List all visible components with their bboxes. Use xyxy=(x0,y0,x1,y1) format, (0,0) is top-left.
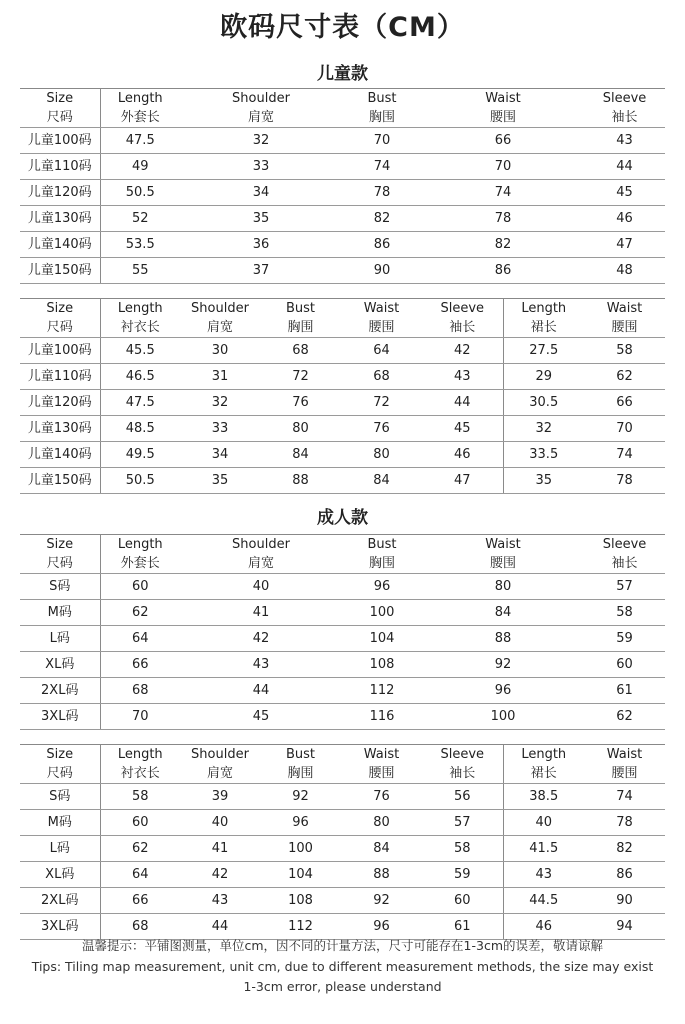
size-label: M码 xyxy=(20,600,100,626)
size-label: 3XL码 xyxy=(20,914,100,940)
table-cell: 34 xyxy=(180,442,260,468)
table-row xyxy=(20,626,665,652)
size-label: XL码 xyxy=(20,652,100,678)
size-label: 儿童100码 xyxy=(20,338,100,364)
header-size-cn: 尺码 xyxy=(20,554,100,574)
header-waist: Waist xyxy=(341,745,422,765)
table-cell: 96 xyxy=(260,810,341,836)
table-cell: 84 xyxy=(260,442,341,468)
size-label: S码 xyxy=(20,784,100,810)
size-label: XL码 xyxy=(20,862,100,888)
table-cell: 68 xyxy=(100,678,180,704)
size-label: 儿童100码 xyxy=(20,128,100,154)
table-cell: 40 xyxy=(503,810,584,836)
table-cell: 66 xyxy=(100,888,180,914)
table-row xyxy=(20,574,665,600)
adult-shirt-table xyxy=(20,744,665,940)
table-cell: 33.5 xyxy=(503,442,584,468)
table-cell: 59 xyxy=(584,626,665,652)
table-cell: 64 xyxy=(341,338,422,364)
table-cell: 44 xyxy=(584,154,665,180)
table-cell: 90 xyxy=(342,258,422,284)
table-cell: 35 xyxy=(180,206,342,232)
table-cell: 86 xyxy=(422,258,584,284)
table-cell: 66 xyxy=(422,128,584,154)
table-cell: 86 xyxy=(342,232,422,258)
tips-en-line1: Tips: Tiling map measurement, unit cm, due to different measurement methods, the size may exist xyxy=(31,959,654,974)
table-cell: 56 xyxy=(422,784,503,810)
header-waist-cn: 腰围 xyxy=(422,554,584,574)
header-bust: Bust xyxy=(342,535,422,555)
header-skirt-length: Length xyxy=(503,299,584,319)
header-bust-cn: 胸围 xyxy=(342,108,422,128)
kids-coat-table xyxy=(20,88,665,284)
table-cell: 60 xyxy=(584,652,665,678)
table-cell: 84 xyxy=(422,600,584,626)
table-cell: 82 xyxy=(422,232,584,258)
table-cell: 39 xyxy=(180,784,260,810)
table-cell: 70 xyxy=(342,128,422,154)
adult-coat-table xyxy=(20,534,665,730)
size-label: 3XL码 xyxy=(20,704,100,730)
header-row-cn xyxy=(20,554,665,574)
table-cell: 32 xyxy=(180,390,260,416)
table-cell: 76 xyxy=(341,416,422,442)
table-row xyxy=(20,416,665,442)
header-shoulder-cn: 肩宽 xyxy=(180,108,342,128)
table-cell: 57 xyxy=(584,574,665,600)
header-shoulder-cn: 肩宽 xyxy=(180,318,260,338)
size-label: 儿童110码 xyxy=(20,364,100,390)
header-size-cn: 尺码 xyxy=(20,764,100,784)
size-label: 儿童150码 xyxy=(20,258,100,284)
table-cell: 40 xyxy=(180,810,260,836)
table-cell: 92 xyxy=(260,784,341,810)
header-bust-cn: 胸围 xyxy=(260,764,341,784)
table-cell: 43 xyxy=(180,652,342,678)
header-skirt-length-cn: 裙长 xyxy=(503,764,584,784)
table-cell: 104 xyxy=(260,862,341,888)
table-cell: 78 xyxy=(584,810,665,836)
table-cell: 108 xyxy=(260,888,341,914)
header-size: Size xyxy=(20,535,100,555)
size-label: L码 xyxy=(20,626,100,652)
header-length: Length xyxy=(100,89,180,109)
table-cell: 84 xyxy=(341,836,422,862)
header-sleeve-cn: 袖长 xyxy=(584,108,665,128)
header-bust: Bust xyxy=(260,299,341,319)
table-cell: 112 xyxy=(260,914,341,940)
header-bust-cn: 胸围 xyxy=(260,318,341,338)
header-shoulder: Shoulder xyxy=(180,535,342,555)
table-cell: 76 xyxy=(341,784,422,810)
table-cell: 44 xyxy=(180,678,342,704)
table-cell: 96 xyxy=(342,574,422,600)
table-cell: 50.5 xyxy=(100,180,180,206)
table-cell: 80 xyxy=(422,574,584,600)
size-label: 儿童110码 xyxy=(20,154,100,180)
table-cell: 66 xyxy=(100,652,180,678)
table-cell: 45 xyxy=(422,416,503,442)
size-label: M码 xyxy=(20,810,100,836)
table-cell: 100 xyxy=(342,600,422,626)
table-cell: 31 xyxy=(180,364,260,390)
table-cell: 43 xyxy=(584,128,665,154)
header-row xyxy=(20,299,665,319)
header-sleeve: Sleeve xyxy=(422,299,503,319)
header-row xyxy=(20,745,665,765)
table-row xyxy=(20,154,665,180)
table-cell: 47 xyxy=(422,468,503,494)
table-cell: 94 xyxy=(584,914,665,940)
header-waist: Waist xyxy=(422,89,584,109)
header-shoulder: Shoulder xyxy=(180,299,260,319)
size-label: S码 xyxy=(20,574,100,600)
table-cell: 66 xyxy=(584,390,665,416)
table-cell: 50.5 xyxy=(100,468,180,494)
table-cell: 58 xyxy=(422,836,503,862)
table-row xyxy=(20,784,665,810)
table-cell: 47.5 xyxy=(100,390,180,416)
table-row xyxy=(20,468,665,494)
tips-cn: 温馨提示：平铺图测量，单位cm，因不同的计量方法，尺寸可能存在1-3cm的误差，敬请谅解 xyxy=(81,938,604,953)
table-cell: 100 xyxy=(260,836,341,862)
table-cell: 30 xyxy=(180,338,260,364)
table-cell: 74 xyxy=(422,180,584,206)
header-skirt-waist-cn: 腰围 xyxy=(584,764,665,784)
table-cell: 43 xyxy=(503,862,584,888)
table-cell: 55 xyxy=(100,258,180,284)
table-cell: 48 xyxy=(584,258,665,284)
table-cell: 92 xyxy=(341,888,422,914)
table-cell: 36 xyxy=(180,232,342,258)
table-row xyxy=(20,206,665,232)
table-row xyxy=(20,810,665,836)
table-cell: 62 xyxy=(584,704,665,730)
table-cell: 37 xyxy=(180,258,342,284)
size-label: 儿童140码 xyxy=(20,442,100,468)
section-title-adult: 成人款 xyxy=(317,508,368,528)
table-cell: 78 xyxy=(584,468,665,494)
table-cell: 92 xyxy=(422,652,584,678)
table-row xyxy=(20,128,665,154)
size-label: L码 xyxy=(20,836,100,862)
table-cell: 64 xyxy=(100,862,180,888)
table-cell: 74 xyxy=(342,154,422,180)
header-shoulder-cn: 肩宽 xyxy=(180,554,342,574)
header-skirt-length: Length xyxy=(503,745,584,765)
table-cell: 41 xyxy=(180,836,260,862)
size-label: 儿童140码 xyxy=(20,232,100,258)
header-size: Size xyxy=(20,745,100,765)
table-cell: 64 xyxy=(100,626,180,652)
table-cell: 45 xyxy=(584,180,665,206)
table-cell: 30.5 xyxy=(503,390,584,416)
header-row-cn xyxy=(20,108,665,128)
kids-shirt-table xyxy=(20,298,665,494)
header-size-cn: 尺码 xyxy=(20,318,100,338)
table-cell: 60 xyxy=(100,810,180,836)
table-cell: 45 xyxy=(180,704,342,730)
header-size-cn: 尺码 xyxy=(20,108,100,128)
table-cell: 52 xyxy=(100,206,180,232)
table-cell: 42 xyxy=(180,626,342,652)
table-cell: 42 xyxy=(422,338,503,364)
table-cell: 47.5 xyxy=(100,128,180,154)
table-cell: 33 xyxy=(180,416,260,442)
table-cell: 96 xyxy=(422,678,584,704)
header-sleeve-cn: 袖长 xyxy=(422,764,503,784)
size-label: 儿童130码 xyxy=(20,416,100,442)
table-cell: 108 xyxy=(342,652,422,678)
table-row xyxy=(20,704,665,730)
table-cell: 60 xyxy=(100,574,180,600)
table-cell: 33 xyxy=(180,154,342,180)
table-cell: 27.5 xyxy=(503,338,584,364)
page-title: 欧码尺寸表（CM） xyxy=(220,12,465,43)
table-cell: 61 xyxy=(422,914,503,940)
table-cell: 46.5 xyxy=(100,364,180,390)
table-cell: 43 xyxy=(180,888,260,914)
table-cell: 74 xyxy=(584,784,665,810)
header-shoulder: Shoulder xyxy=(180,745,260,765)
table-cell: 41.5 xyxy=(503,836,584,862)
table-row xyxy=(20,258,665,284)
header-bust: Bust xyxy=(342,89,422,109)
size-label: 儿童150码 xyxy=(20,468,100,494)
header-sleeve-cn: 袖长 xyxy=(422,318,503,338)
table-cell: 68 xyxy=(100,914,180,940)
table-cell: 34 xyxy=(180,180,342,206)
table-row xyxy=(20,862,665,888)
table-cell: 68 xyxy=(260,338,341,364)
table-cell: 86 xyxy=(584,862,665,888)
header-waist-cn: 腰围 xyxy=(341,764,422,784)
table-row xyxy=(20,180,665,206)
table-cell: 46 xyxy=(503,914,584,940)
header-length-cn: 衬衣长 xyxy=(100,318,180,338)
table-cell: 44 xyxy=(180,914,260,940)
table-cell: 70 xyxy=(100,704,180,730)
header-sleeve: Sleeve xyxy=(584,535,665,555)
table-cell: 35 xyxy=(503,468,584,494)
header-bust-cn: 胸围 xyxy=(342,554,422,574)
table-cell: 116 xyxy=(342,704,422,730)
table-cell: 40 xyxy=(180,574,342,600)
table-cell: 45.5 xyxy=(100,338,180,364)
table-cell: 46 xyxy=(584,206,665,232)
table-cell: 49 xyxy=(100,154,180,180)
table-cell: 32 xyxy=(180,128,342,154)
table-row xyxy=(20,364,665,390)
header-length-cn: 外套长 xyxy=(100,554,180,574)
header-length: Length xyxy=(100,745,180,765)
table-cell: 57 xyxy=(422,810,503,836)
header-size: Size xyxy=(20,299,100,319)
table-cell: 72 xyxy=(260,364,341,390)
table-cell: 41 xyxy=(180,600,342,626)
table-cell: 58 xyxy=(584,600,665,626)
table-cell: 58 xyxy=(584,338,665,364)
table-row xyxy=(20,652,665,678)
header-skirt-waist: Waist xyxy=(584,299,665,319)
table-row xyxy=(20,390,665,416)
table-cell: 38.5 xyxy=(503,784,584,810)
table-cell: 90 xyxy=(584,888,665,914)
header-skirt-length-cn: 裙长 xyxy=(503,318,584,338)
size-label: 儿童120码 xyxy=(20,180,100,206)
table-row xyxy=(20,888,665,914)
table-cell: 46 xyxy=(422,442,503,468)
table-cell: 62 xyxy=(100,836,180,862)
table-row xyxy=(20,338,665,364)
table-cell: 80 xyxy=(341,810,422,836)
table-cell: 70 xyxy=(422,154,584,180)
table-cell: 44 xyxy=(422,390,503,416)
size-label: 2XL码 xyxy=(20,678,100,704)
header-bust: Bust xyxy=(260,745,341,765)
table-cell: 84 xyxy=(341,468,422,494)
table-cell: 62 xyxy=(100,600,180,626)
header-shoulder: Shoulder xyxy=(180,89,342,109)
table-cell: 42 xyxy=(180,862,260,888)
table-cell: 68 xyxy=(341,364,422,390)
header-skirt-waist-cn: 腰围 xyxy=(584,318,665,338)
table-row xyxy=(20,232,665,258)
table-cell: 78 xyxy=(342,180,422,206)
header-size: Size xyxy=(20,89,100,109)
header-length-cn: 衬衣长 xyxy=(100,764,180,784)
table-cell: 29 xyxy=(503,364,584,390)
header-waist-cn: 腰围 xyxy=(341,318,422,338)
table-cell: 80 xyxy=(260,416,341,442)
table-cell: 60 xyxy=(422,888,503,914)
table-cell: 82 xyxy=(584,836,665,862)
table-cell: 78 xyxy=(422,206,584,232)
table-cell: 43 xyxy=(422,364,503,390)
table-cell: 58 xyxy=(100,784,180,810)
header-row xyxy=(20,535,665,555)
table-row xyxy=(20,836,665,862)
table-cell: 70 xyxy=(584,416,665,442)
tips-en-line2: 1-3cm error, please understand xyxy=(243,979,442,994)
table-cell: 80 xyxy=(341,442,422,468)
table-cell: 104 xyxy=(342,626,422,652)
header-row-cn xyxy=(20,764,665,784)
table-cell: 82 xyxy=(342,206,422,232)
table-row xyxy=(20,678,665,704)
header-waist: Waist xyxy=(422,535,584,555)
table-cell: 72 xyxy=(341,390,422,416)
table-cell: 53.5 xyxy=(100,232,180,258)
header-sleeve-cn: 袖长 xyxy=(584,554,665,574)
table-cell: 88 xyxy=(341,862,422,888)
header-waist: Waist xyxy=(341,299,422,319)
table-cell: 74 xyxy=(584,442,665,468)
table-cell: 62 xyxy=(584,364,665,390)
size-label: 儿童130码 xyxy=(20,206,100,232)
table-cell: 32 xyxy=(503,416,584,442)
table-cell: 35 xyxy=(180,468,260,494)
table-cell: 100 xyxy=(422,704,584,730)
table-cell: 88 xyxy=(422,626,584,652)
table-cell: 96 xyxy=(341,914,422,940)
header-row-cn xyxy=(20,318,665,338)
section-title-kids: 儿童款 xyxy=(317,64,368,84)
header-length: Length xyxy=(100,535,180,555)
table-cell: 88 xyxy=(260,468,341,494)
header-sleeve: Sleeve xyxy=(422,745,503,765)
header-length: Length xyxy=(100,299,180,319)
table-cell: 47 xyxy=(584,232,665,258)
header-skirt-waist: Waist xyxy=(584,745,665,765)
size-label: 2XL码 xyxy=(20,888,100,914)
size-label: 儿童120码 xyxy=(20,390,100,416)
table-cell: 112 xyxy=(342,678,422,704)
table-cell: 48.5 xyxy=(100,416,180,442)
table-row xyxy=(20,442,665,468)
header-row xyxy=(20,89,665,109)
table-cell: 61 xyxy=(584,678,665,704)
header-sleeve: Sleeve xyxy=(584,89,665,109)
table-row xyxy=(20,600,665,626)
header-shoulder-cn: 肩宽 xyxy=(180,764,260,784)
header-length-cn: 外套长 xyxy=(100,108,180,128)
table-cell: 59 xyxy=(422,862,503,888)
header-waist-cn: 腰围 xyxy=(422,108,584,128)
table-cell: 44.5 xyxy=(503,888,584,914)
table-cell: 76 xyxy=(260,390,341,416)
table-cell: 49.5 xyxy=(100,442,180,468)
